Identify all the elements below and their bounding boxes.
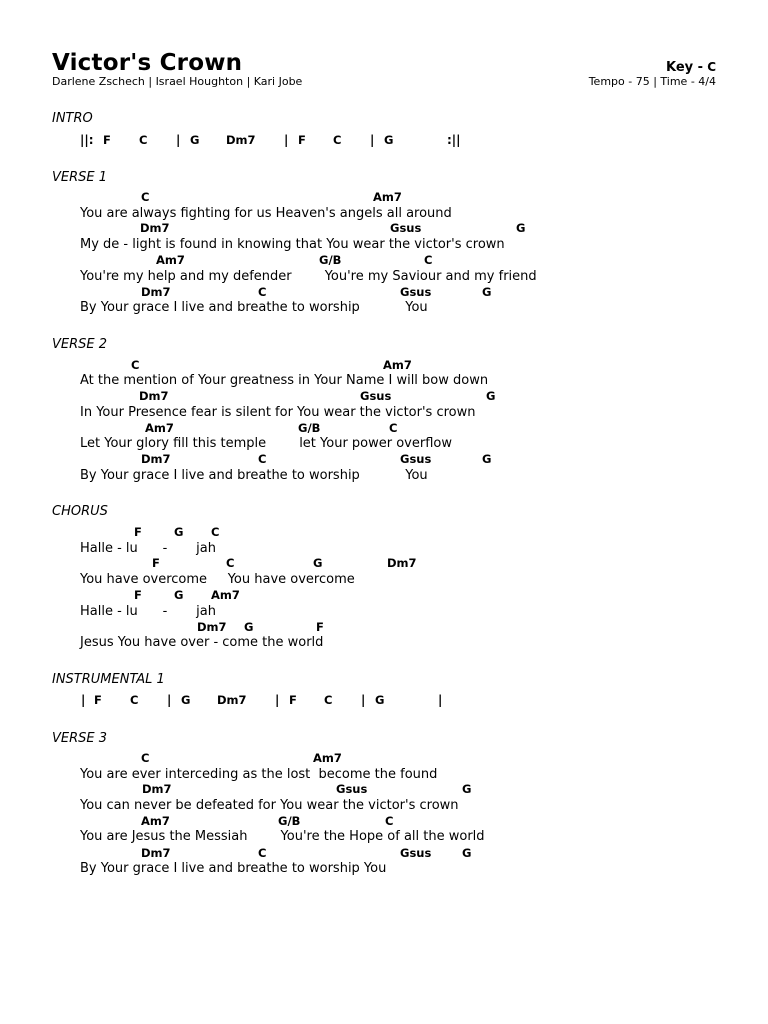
chord: Dm7 <box>226 133 256 147</box>
bar-line: | <box>176 133 181 147</box>
chord: G <box>482 452 492 466</box>
chord-row <box>0 252 768 268</box>
chord: Dm7 <box>141 846 171 860</box>
bar-line: | <box>275 693 280 707</box>
chord: F <box>94 693 102 707</box>
chord: C <box>424 253 433 267</box>
chord: C <box>258 285 267 299</box>
chord: C <box>131 358 140 372</box>
chord: Am7 <box>313 751 342 765</box>
lyric-line: You're my help and my defender You're my Saviour and my friend <box>80 269 537 284</box>
chord: C <box>211 525 220 539</box>
chord: F <box>134 588 142 602</box>
chord-row <box>0 284 768 300</box>
bar-line: | <box>438 693 443 707</box>
chord-row <box>0 189 768 205</box>
chord-row <box>0 845 768 861</box>
chord: Gsus <box>400 285 432 299</box>
key-value: C <box>707 60 716 74</box>
chord: Dm7 <box>141 452 171 466</box>
instrumental1-label: INSTRUMENTAL 1 <box>52 672 165 687</box>
bar-line: | <box>370 133 375 147</box>
chord: C <box>139 133 148 147</box>
chord: Gsus <box>390 221 422 235</box>
chord: G/B <box>319 253 342 267</box>
chord-row <box>0 813 768 829</box>
chord: G <box>190 133 200 147</box>
verse1-label: VERSE 1 <box>52 170 108 185</box>
lyric-line: You are always fighting for us Heaven's angels all around <box>80 206 452 221</box>
chord: C <box>130 693 139 707</box>
chord: Dm7 <box>139 389 169 403</box>
chord: Am7 <box>145 421 174 435</box>
chord-row <box>0 781 768 797</box>
chord: Dm7 <box>197 620 227 634</box>
chord-row <box>0 220 768 236</box>
chord: G/B <box>298 421 321 435</box>
chord: G <box>244 620 254 634</box>
bar-line: | <box>167 693 172 707</box>
chord: C <box>141 190 150 204</box>
chord: F <box>316 620 324 634</box>
chord-row <box>0 357 768 373</box>
chord: Gsus <box>336 782 368 796</box>
lyric-line: In Your Presence fear is silent for You wear the victor's crown <box>80 405 476 420</box>
lyric-line: You are ever interceding as the lost become the found <box>80 767 438 782</box>
lyric-line: Let Your glory fill this temple let Your power overflow <box>80 436 452 451</box>
chord: G <box>462 846 472 860</box>
bar-line: | <box>284 133 289 147</box>
chord: Gsus <box>360 389 392 403</box>
chord: Am7 <box>141 814 170 828</box>
chord-row <box>0 524 768 540</box>
repeat-start-sign: ||: <box>80 133 94 147</box>
bar-line: | <box>81 693 86 707</box>
chord: C <box>389 421 398 435</box>
chord: C <box>258 846 267 860</box>
chord: G <box>462 782 472 796</box>
lyric-line: At the mention of Your greatness in Your Name I will bow down <box>80 373 489 388</box>
bar-line: | <box>361 693 366 707</box>
chord: Dm7 <box>142 782 172 796</box>
chord: G/B <box>278 814 301 828</box>
chord-row <box>0 750 768 766</box>
song-title: Victor's Crown <box>52 50 243 76</box>
chord: F <box>134 525 142 539</box>
lyric-line: By Your grace I live and breathe to worship You <box>80 861 387 876</box>
lyric-line: Halle - lu - jah <box>80 541 216 556</box>
chord: C <box>226 556 235 570</box>
chord: Dm7 <box>217 693 247 707</box>
lyric-line: You can never be defeated for You wear the victor's crown <box>80 798 459 813</box>
chorus-label: CHORUS <box>52 504 108 519</box>
chord: F <box>298 133 306 147</box>
chord: C <box>258 452 267 466</box>
chord: Am7 <box>373 190 402 204</box>
chord: Am7 <box>383 358 412 372</box>
chord: G <box>482 285 492 299</box>
chord: C <box>385 814 394 828</box>
chord: G <box>516 221 526 235</box>
lyric-line: By Your grace I live and breathe to worship You <box>80 468 428 483</box>
chord: C <box>141 751 150 765</box>
chord: G <box>174 525 184 539</box>
chord: Am7 <box>211 588 240 602</box>
chord: F <box>103 133 111 147</box>
chord: Gsus <box>400 452 432 466</box>
chord: G <box>384 133 394 147</box>
lyric-line: Halle - lu - jah <box>80 604 216 619</box>
chord-row <box>0 619 768 635</box>
chord: G <box>486 389 496 403</box>
chord-row <box>0 420 768 436</box>
verse2-label: VERSE 2 <box>52 337 108 352</box>
chord: G <box>375 693 385 707</box>
lyric-line: Jesus You have over - come the world <box>80 635 324 650</box>
chord: Dm7 <box>141 285 171 299</box>
intro-label: INTRO <box>52 111 93 126</box>
chord: G <box>313 556 323 570</box>
lyric-line: My de - light is found in knowing that You wear the victor's crown <box>80 237 505 252</box>
verse3-label: VERSE 3 <box>52 731 108 746</box>
chord: F <box>152 556 160 570</box>
intro-chord-row <box>0 132 768 148</box>
tempo-time: Tempo - 75 | Time - 4/4 <box>588 75 716 88</box>
repeat-end-sign: :|| <box>447 133 461 147</box>
chord-row <box>0 451 768 467</box>
lyric-line: You have overcome You have overcome <box>80 572 355 587</box>
chord-row <box>0 587 768 603</box>
chord: Dm7 <box>387 556 417 570</box>
chord-row <box>0 388 768 404</box>
chord: C <box>324 693 333 707</box>
chord: G <box>181 693 191 707</box>
chord: Am7 <box>156 253 185 267</box>
lyric-line: You are Jesus the Messiah You're the Hope of all the world <box>80 829 485 844</box>
instrumental-chord-row <box>0 692 768 708</box>
chord: F <box>289 693 297 707</box>
lyric-line: By Your grace I live and breathe to worship You <box>80 300 428 315</box>
chord: G <box>174 588 184 602</box>
chord: Gsus <box>400 846 432 860</box>
chord: C <box>333 133 342 147</box>
chord: Dm7 <box>140 221 170 235</box>
song-authors: Darlene Zschech | Israel Houghton | Kari Jobe <box>52 75 303 88</box>
chord-row <box>0 555 768 571</box>
key-label: Key - <box>665 60 704 75</box>
